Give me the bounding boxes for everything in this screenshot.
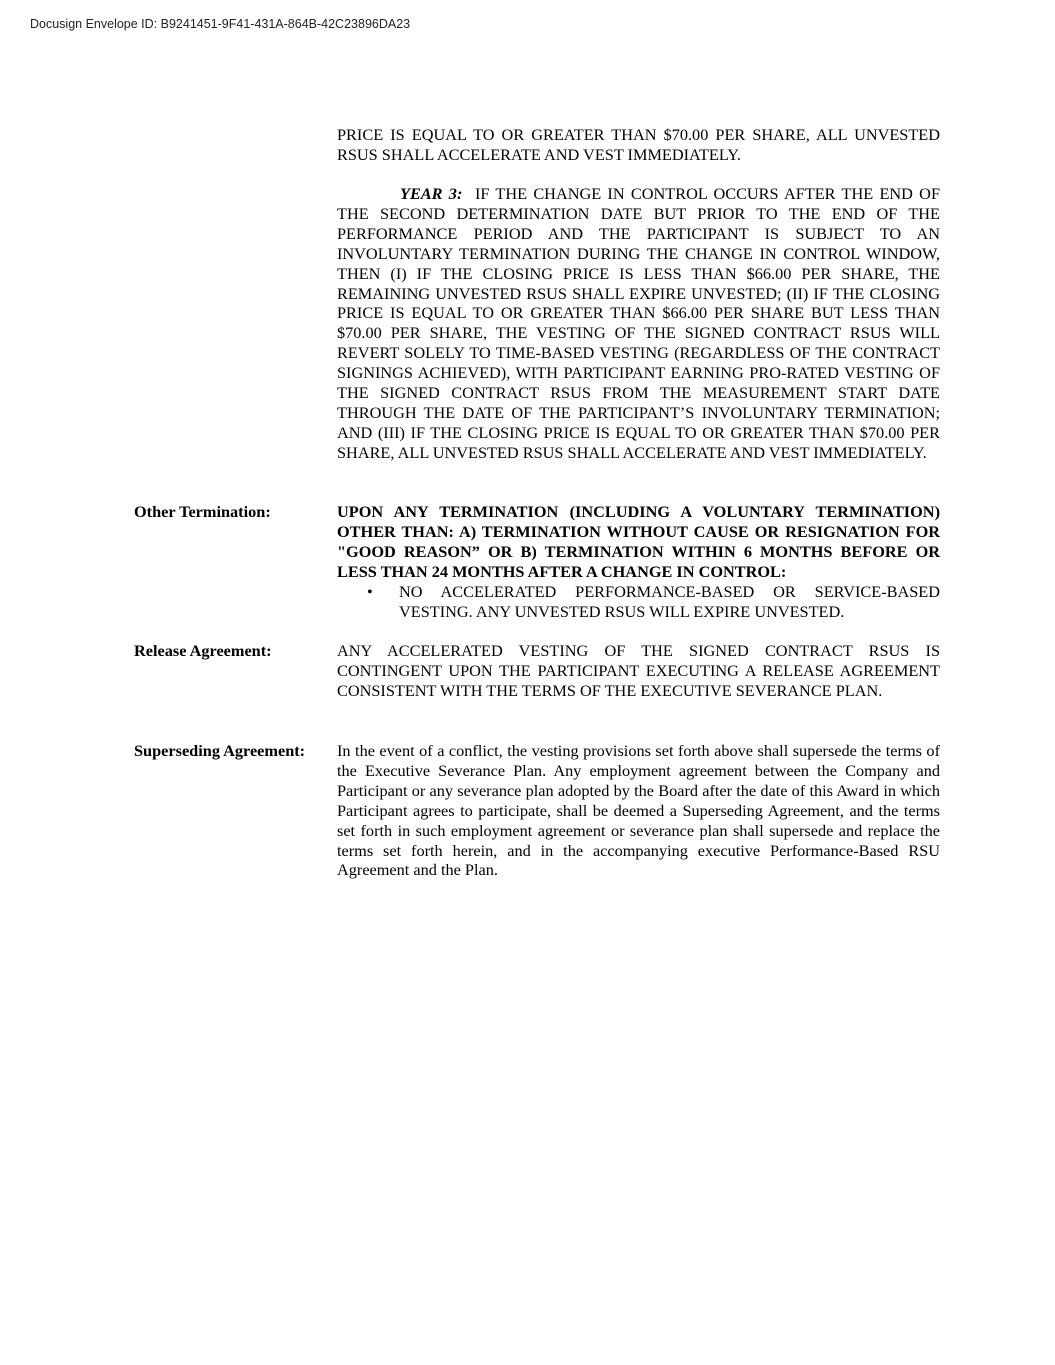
other-termination-heading: UPON ANY TERMINATION (INCLUDING A VOLUNTARY TERMINATION) OTHER THAN: A) TERMINATION WITHOUT CAUSE OR RESIGNATION FOR "GOOD REASON” OR B) TERMINATION WITHIN 6 MONTHS BEFORE OR LESS THAN 24 MONTHS AFTER A CHANGE IN CONTROL:: [337, 502, 940, 581]
release-agreement-label: Release Agreement:: [134, 641, 272, 660]
year3-text: IF THE CHANGE IN CONTROL OCCURS AFTER THE END OF THE SECOND DETERMINATION DATE BUT PRIOR TO THE END OF THE PERFORMANCE PERIOD AND THE PARTICIPANT IS SUBJECT TO AN INVOLUNTARY TERMINATION DURING THE CHANGE IN CONTROL WINDOW, THEN (I) IF THE CLOSING PRICE IS LESS THAN $66.00 PER SHARE, THE REMAINING UNVESTED RSUS SHALL EXPIRE UNVESTED; (II) IF THE CLOSING PRICE IS EQUAL TO OR GREATER THAN $66.00 PER SHARE BUT LESS THAN $70.00 PER SHARE, THE VESTING OF THE SIGNED CONTRACT RSUS WILL REVERT SOLELY TO TIME-BASED VESTING (REGARDLESS OF THE CONTRACT SIGNINGS ACHIEVED), WITH PARTICIPANT EARNING PRO-RATED VESTING OF THE SIGNED CONTRACT RSUS FROM THE MEASUREMENT START DATE THROUGH THE DATE OF THE PARTICIPANT’S INVOLUNTARY TERMINATION; AND (III) IF THE CLOSING PRICE IS EQUAL TO OR GREATER THAN $70.00 PER SHARE, ALL UNVESTED RSUS SHALL ACCELERATE AND VEST IMMEDIATELY.: [337, 184, 940, 462]
superseding-agreement-label: Superseding Agreement:: [134, 741, 306, 760]
other-termination-bullet-text: NO ACCELERATED PERFORMANCE-BASED OR SERVICE-BASED VESTING. ANY UNVESTED RSUS WILL EXPIRE UNVESTED.: [399, 581, 940, 621]
envelope-id: Docusign Envelope ID: B9241451-9F41-431A-864B-42C23896DA23: [30, 17, 411, 31]
year3-label: YEAR 3:: [400, 184, 463, 203]
release-agreement-text: ANY ACCELERATED VESTING OF THE SIGNED CONTRACT RSUS IS CONTINGENT UPON THE PARTICIPANT EXECUTING A RELEASE AGREEMENT CONSISTENT WITH THE TERMS OF THE EXECUTIVE SEVERANCE PLAN.: [337, 641, 940, 700]
other-termination-bullet: [337, 582, 940, 622]
superseding-agreement-text: In the event of a conflict, the vesting provisions set forth above shall supersede the terms of the Executive Severance Plan. Any employment agreement between the Company and Participant or any severance plan adopted by the Board after the date of this Award in which Participant agrees to participate, shall be deemed a Superseding Agreement, and the terms set forth in such employment agreement or severance plan shall supersede and replace the terms set forth herein, and in the accompanying executive Performance-Based RSU Agreement and the Plan.: [337, 741, 940, 880]
other-termination-content: [337, 502, 940, 621]
bullet-icon: •: [367, 581, 373, 601]
other-termination-label: Other Termination:: [134, 502, 271, 521]
year3-paragraph: [337, 184, 940, 463]
continued-paragraph: PRICE IS EQUAL TO OR GREATER THAN $70.00 PER SHARE, ALL UNVESTED RSUS SHALL ACCELERATE AND VEST IMMEDIATELY.: [337, 125, 940, 164]
